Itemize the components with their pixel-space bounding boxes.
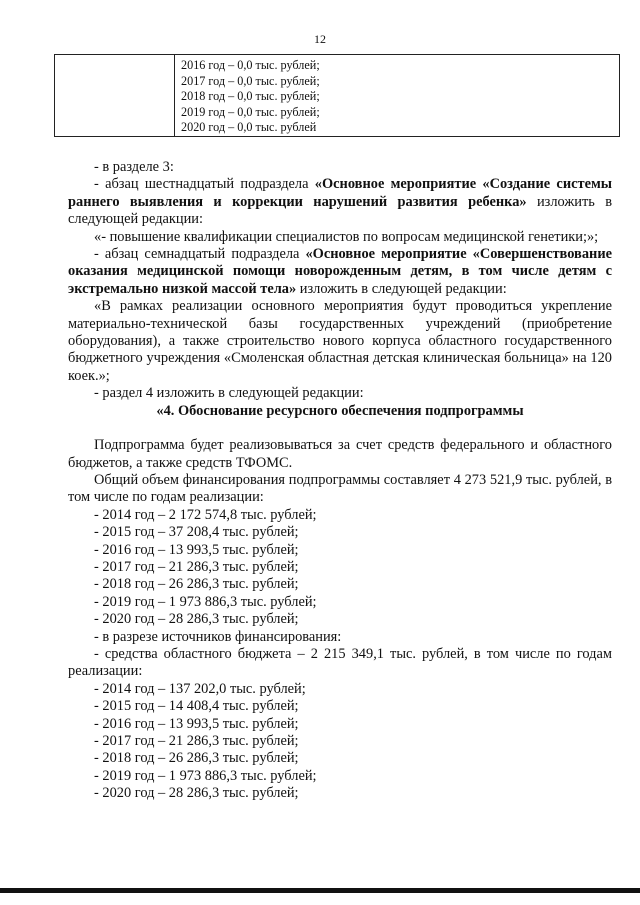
heading-text: «4. Обоснование ресурсного обеспечения подпрограммы <box>156 402 524 419</box>
list-item: - 2015 год – 37 208,4 тыс. рублей; <box>94 524 299 541</box>
list-item: - 2016 год – 13 993,5 тыс. рублей; <box>94 715 299 732</box>
table-line: 2019 год – 0,0 тыс. рублей; <box>181 104 320 119</box>
list-item: - 2016 год – 13 993,5 тыс. рублей; <box>94 541 299 558</box>
paragraph-section3: - в разделе 3: <box>94 159 174 175</box>
table-cell-empty <box>55 55 175 136</box>
paragraph-abzac17 <box>68 246 612 298</box>
table-line: 2018 год – 0,0 тыс. рублей; <box>181 89 320 104</box>
table-cell-years <box>175 55 619 136</box>
text-span: - абзац шестнадцатый подраздела <box>94 176 315 193</box>
list-item: - 2019 год – 1 973 886,3 тыс. рублей; <box>94 767 317 784</box>
page-number: 12 <box>314 32 326 46</box>
table-line: 2020 год – 0,0 тыс. рублей <box>181 120 317 135</box>
bold-subsection-title: «Основное мероприятие «Совершенствование оказания медицинской помощи новорожденным детям, в том числе детям с экстремально низкой массой тела» <box>68 246 612 297</box>
list-item: - 2017 год – 21 286,3 тыс. рублей; <box>94 733 299 749</box>
list-item: - 2014 год – 2 172 574,8 тыс. рублей; <box>94 506 317 523</box>
list-item: - 2015 год – 14 408,4 тыс. рублей; <box>94 698 299 715</box>
text-span: изложить в следующей редакции: <box>296 280 507 297</box>
paragraph-regional-budget: - средства областного бюджета – 2 215 349,1 тыс. рублей, в том числе по годам реализации: <box>68 645 612 680</box>
list-item: - 2017 год – 21 286,3 тыс. рублей; <box>94 558 299 575</box>
list-item: - 2019 год – 1 973 886,3 тыс. рублей; <box>94 593 317 610</box>
list-item: - 2020 год – 28 286,3 тыс. рублей; <box>94 611 299 628</box>
paragraph-sources: Подпрограмма будет реализовываться за счет средств федерального и областного бюджетов, а также средств ТФОМС. <box>68 437 612 471</box>
list-item: - 2018 год – 26 286,3 тыс. рублей; <box>94 750 299 767</box>
funding-table <box>54 54 620 137</box>
section-heading <box>68 403 612 420</box>
text-span: изложить в следующей редакции: <box>68 193 612 228</box>
paragraph-total: Общий объем финансирования подпрограммы составляет 4 273 521,9 тыс. рублей, в том числе по годам реализации: <box>68 471 612 506</box>
paragraph-genetics: «- повышение квалификации специалистов по вопросам медицинской генетики;»; <box>94 228 599 245</box>
list-item: - 2018 год – 26 286,3 тыс. рублей; <box>94 576 299 593</box>
document-body <box>68 159 612 803</box>
paragraph-by-source: - в разрезе источников финансирования: <box>94 628 342 645</box>
list-item: - 2014 год – 137 202,0 тыс. рублей; <box>94 680 306 697</box>
list-item: - 2020 год – 28 286,3 тыс. рублей; <box>94 785 299 802</box>
table-line: 2016 год – 0,0 тыс. рублей; <box>181 58 320 72</box>
table-line: 2017 год – 0,0 тыс. рублей; <box>181 73 320 88</box>
text-span: - абзац семнадцатый подраздела <box>94 246 306 263</box>
scan-bottom-edge <box>0 888 640 893</box>
spacer <box>68 420 612 437</box>
paragraph-hospital: «В рамках реализации основного мероприятия будут проводиться укрепление материально-технической базы государственных учреждений (приобретение оборудования), а также строительство нового корпуса областного государственного бюджетного учреждения «Смоленская областная детская клиническая больница» на 120 коек.»; <box>68 298 612 384</box>
paragraph-section4: - раздел 4 изложить в следующей редакции: <box>94 385 364 402</box>
paragraph-abzac16 <box>68 176 612 228</box>
bold-subsection-title: «Основное мероприятие «Создание системы раннего выявления и коррекции нарушений развития ребенка» <box>68 176 612 210</box>
